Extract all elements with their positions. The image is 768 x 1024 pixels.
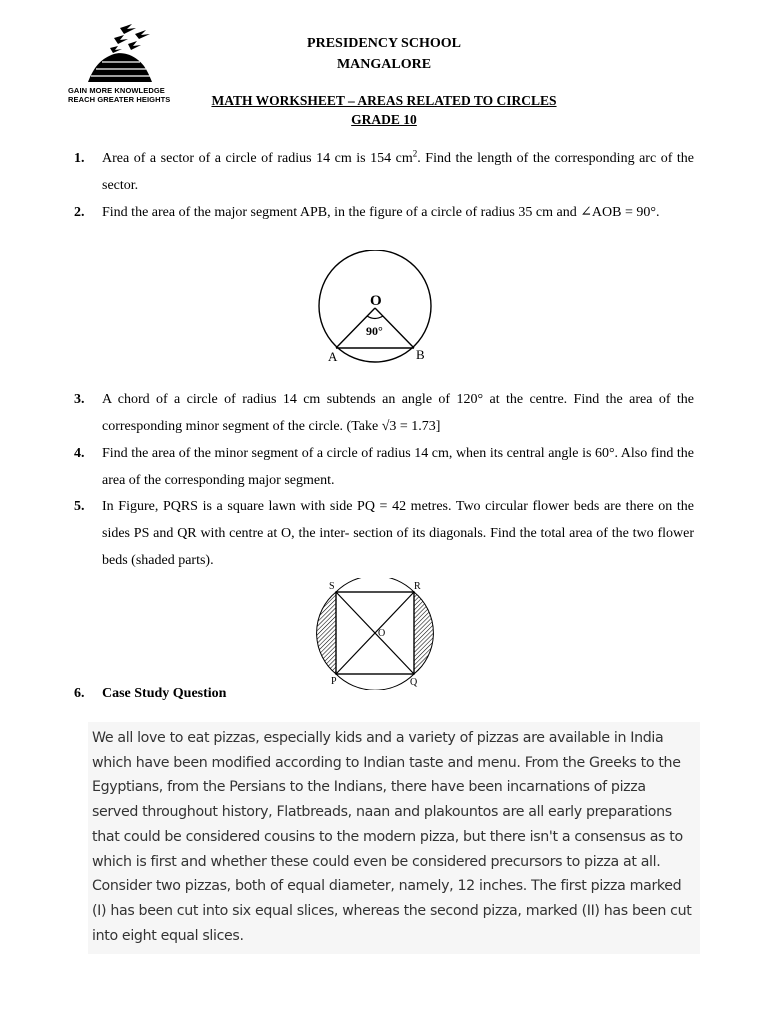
question-2 [74,199,694,226]
label-q: Q [410,677,418,688]
label-o: O [378,628,386,639]
circle-segment-figure [310,250,440,368]
birds-over-hill-icon [80,22,160,84]
label-a: A [328,349,338,364]
label-s: S [329,581,335,592]
question-5 [74,493,694,574]
worksheet-title: MATH WORKSHEET – AREAS RELATED TO CIRCLES [211,93,557,108]
question-1 [74,145,694,199]
question-text: Area of a sector of a circle of radius 14 cm is 154 cm [102,151,413,166]
label-angle: 90° [366,324,383,338]
label-o: O [370,293,382,309]
question-text: In Figure, PQRS is a square lawn with side PQ = 42 metres. Two circular flower beds are there on the sides PS and QR with centre at O, the inter- section of its diagonals. Find the total area of the two flower beds (shaded parts). [102,499,694,568]
label-r: R [414,581,421,592]
school-name: PRESIDENCY SCHOOL [307,36,461,51]
question-4 [74,440,694,494]
question-number: 4. [74,446,85,461]
question-number: 6. [74,686,85,701]
question-text-cont: . Find the length of the corresponding arc of the sector. [102,151,695,193]
motto-line-2: REACH GREATER HEIGHTS [68,95,171,104]
superscript: 2 [412,148,418,159]
motto-line-1: GAIN MORE KNOWLEDGE [68,86,165,95]
case-study-passage: We all love to eat pizzas, especially kids and a variety of pizzas are available in India which have been modified according to Indian taste and menu. From the Greeks to the Egyptians, from the Persians to the Indians, there have been incarnations of pizza served throughout history, Flatbreads, naan and plakountos are all early preparations that could be considered cousins to the modern pizza, but there isn't a consensus as to which is first and whether these could even be considered precursors to pizza at all. Consider two pizzas, both of equal diameter, namely, 12 inches. The first pizza marked (I) has been cut into six equal slices, whereas the second pizza, marked (II) has been cut into eight equal slices. [92,730,692,944]
question-number: 2. [74,205,85,220]
question-number: 5. [74,499,85,514]
school-city: MANGALORE [336,57,432,72]
question-number: 1. [74,151,85,166]
question-text: Find the area of the minor segment of a circle of radius 14 cm, when its central angle is 60°. Also find the area of the corresponding major segment. [102,446,694,488]
question-text: Find the area of the major segment APB, in the figure of a circle of radius 35 cm and ∠AOB = 90°. [102,205,660,220]
label-b: B [416,347,425,362]
question-text: A chord of a circle of radius 14 cm subtends an angle of 120° at the centre. Find the area of the corresponding minor segment of the circle. (Take √3 = 1.73] [102,392,694,434]
square-lawn-figure [310,578,440,690]
grade-label: GRADE 10 [351,112,417,127]
question-6 [74,680,694,707]
question-3 [74,386,694,440]
question-text: Case Study Question [102,686,227,701]
question-number: 3. [74,392,85,407]
label-p: P [331,676,337,687]
